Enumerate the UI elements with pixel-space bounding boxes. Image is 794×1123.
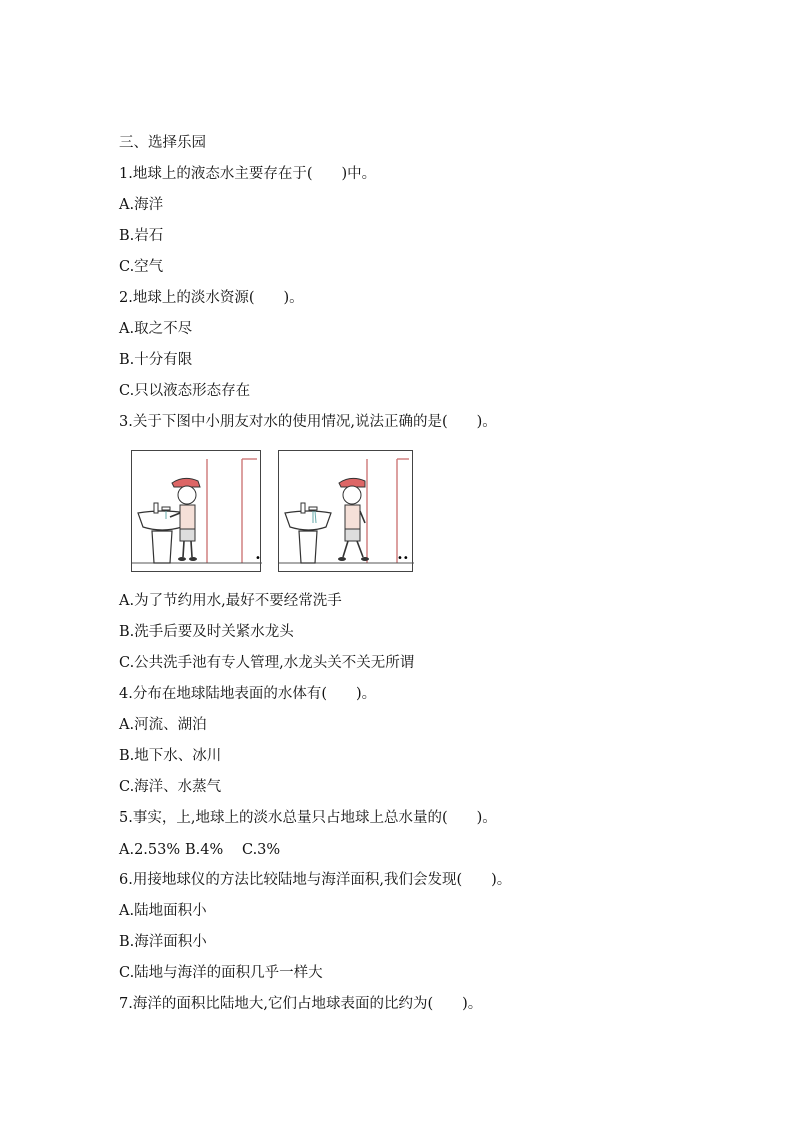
boy-washing-hands-illustration	[132, 451, 262, 573]
question-3-stem: 3.关于下图中小朋友对水的使用情况,说法正确的是( )。	[119, 414, 497, 430]
question-4-option-b: B.地下水、冰川	[119, 748, 222, 764]
question-1-option-b: B.岩石	[119, 228, 164, 244]
question-1-option-c: C.空气	[119, 259, 164, 275]
question-1-option-a: A.海洋	[119, 197, 164, 213]
question-6-option-a: A.陆地面积小	[119, 903, 207, 919]
figure-panel-washing	[131, 450, 261, 572]
question-5-option-c: C.3%	[242, 842, 281, 858]
section-title: 三、选择乐园	[119, 135, 206, 151]
question-3-option-c: C.公共洗手池有专人管理,水龙头关不关无所谓	[119, 655, 415, 671]
question-2-option-c: C.只以液态形态存在	[119, 383, 251, 399]
question-1-stem: 1.地球上的液态水主要存在于( )中。	[119, 166, 377, 182]
figure-marker-two: ••	[397, 553, 409, 564]
figure-panel-leaving	[278, 450, 413, 572]
question-5-option-a: A.2.53%	[119, 842, 181, 858]
question-3-option-a: A.为了节约用水,最好不要经常洗手	[119, 593, 342, 609]
question-6-stem: 6.用接地球仪的方法比较陆地与海洋面积,我们会发现( )。	[119, 872, 512, 888]
question-2-option-b: B.十分有限	[119, 352, 193, 368]
question-2-option-a: A.取之不尽	[119, 321, 193, 337]
question-2-stem: 2.地球上的淡水资源( )。	[119, 290, 304, 306]
question-6-option-b: B.海洋面积小	[119, 934, 207, 950]
question-5-stem: 5.事实，上,地球上的淡水总量只占地球上总水量的( )。	[119, 810, 497, 826]
figure-marker-one: •	[255, 553, 261, 564]
question-4-stem: 4.分布在地球陆地表面的水体有( )。	[119, 686, 377, 702]
question-7-stem: 7.海洋的面积比陆地大,它们占地球表面的比约为( )。	[119, 996, 483, 1012]
boy-leaving-tap-illustration	[279, 451, 414, 573]
question-6-option-c: C.陆地与海洋的面积几乎一样大	[119, 965, 323, 981]
question-3-option-b: B.洗手后要及时关紧水龙头	[119, 624, 294, 640]
question-4-option-c: C.海洋、水蒸气	[119, 779, 222, 795]
question-5-option-b: B.4%	[185, 842, 224, 858]
question-4-option-a: A.河流、湖泊	[119, 717, 207, 733]
question-5-options	[119, 840, 280, 860]
